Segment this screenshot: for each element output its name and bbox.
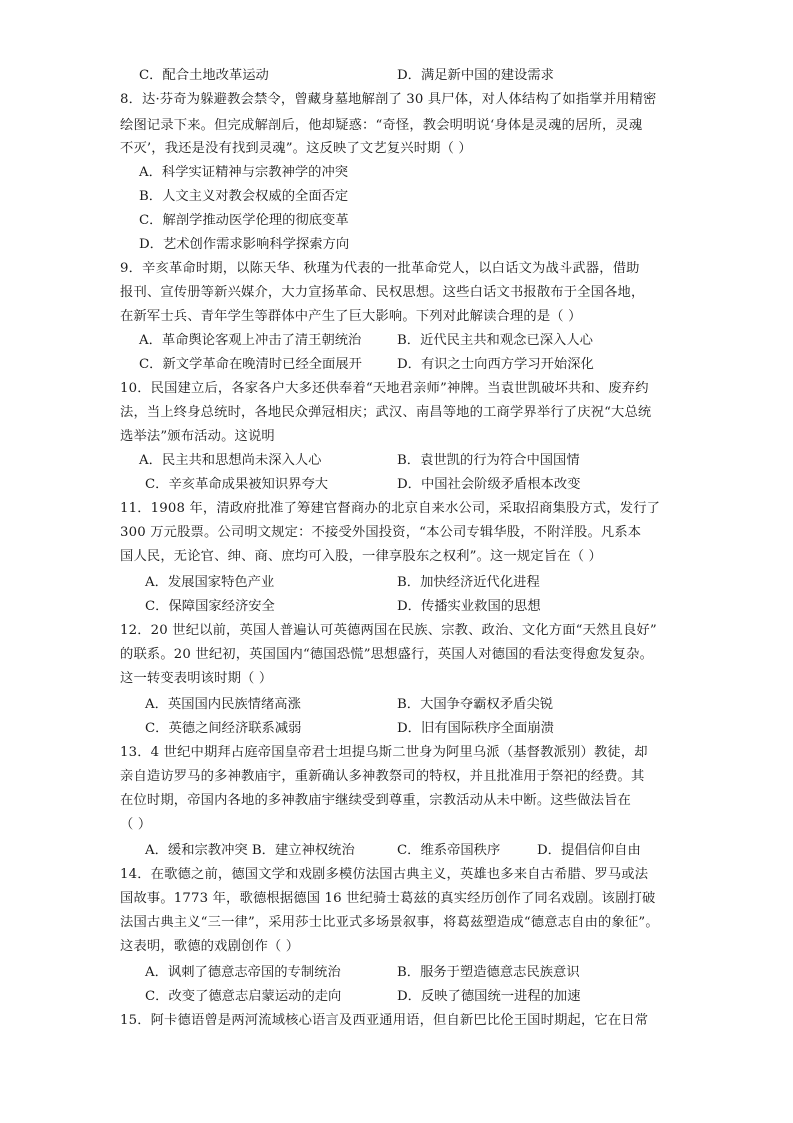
q14-stem-line: 法国古典主义“三一律”，采用莎士比亚式多场景叙事，将葛兹塑造成“德意志自由的象征”。 [120, 915, 659, 930]
q8-option-d: D．艺术创作需求影响科学探索方向 [139, 237, 350, 252]
q9-option-d: D．有识之士向西方学习开始深化 [397, 357, 594, 372]
q13-stem-line: 亲自造访罗马的多神教庙宇，重新确认多神教祭司的特权，并且批准用于祭祀的经费。其 [120, 769, 645, 784]
q10-option-c: C．辛亥革命成果被知识界夸大 [145, 477, 329, 492]
q7-option-d: D．满足新中国的建设需求 [397, 68, 554, 83]
q14-option-b: B．服务于塑造德意志民族意识 [397, 965, 580, 980]
q11-stem-line: 300 万元股票。公司明文规定：不接受外国投资，“本公司专辑华股，不附洋股。凡系本 [120, 525, 642, 540]
q10-option-a: A．民主共和思想尚未深入人心 [139, 453, 322, 468]
q14-stem-line: 国故事。1773 年，歌德根据德国 16 世纪骑士葛兹的真实经历创作了同名戏剧。该剧打破 [120, 891, 656, 906]
q14-option-a: A．讽刺了德意志帝国的专制统治 [145, 965, 341, 980]
q10-stem-line: 法，当上终身总统时，各地民众弹冠相庆；武汉、南昌等地的工商学界举行了庆祝“大总统 [120, 405, 652, 420]
q8-stem-line: 绘图记录下来。但完成解剖后，他却疑惑：“奇怪，教会明明说‘身体是灵魂的居所，灵魂 [120, 118, 643, 133]
q13-option-d: D．提倡信仰自由 [537, 843, 641, 858]
q12-stem-line: 12．20 世纪以前，英国人普遍认可英德两国在民族、宗教、政治、文化方面“天然且良好” [120, 623, 657, 638]
q13-stem-line: （ ） [120, 817, 152, 832]
q11-stem-line: 国人民，无论官、绅、商、庶均可入股，一律享股东之权利”。这一规定旨在（ ） [120, 549, 602, 564]
q12-option-c: C．英德之间经济联系减弱 [145, 721, 302, 736]
q11-option-b: B．加快经济近代化进程 [397, 575, 540, 590]
q8-option-b: B．人文主义对教会权威的全面否定 [139, 189, 349, 204]
q12-stem-line: 这一转变表明该时期（ ） [120, 671, 273, 686]
q8-stem-line: 8．达·芬奇为躲避教会禁令，曾藏身墓地解剖了 30 具尸体，对人体结构了如指掌并用精密 [120, 92, 657, 107]
q14-stem-line: 这表明，歌德的戏剧创作（ ） [120, 939, 300, 954]
q11-stem-line: 11．1908 年，清政府批准了筹建官督商办的北京自来水公司，采取招商集股方式，发行了 [120, 501, 661, 516]
q11-option-c: C．保障国家经济安全 [145, 599, 275, 614]
q8-stem-line: 不灭’，我还是没有找到灵魂”。这反映了文艺复兴时期（ ） [120, 141, 472, 156]
q9-option-c: C．新文学革命在晚清时已经全面展开 [139, 357, 362, 372]
q9-stem-line: 9．辛亥革命时期，以陈天华、秋瑾为代表的一批革命党人，以白话文为战斗武器，借助 [120, 261, 640, 276]
q13-option-c: C．维系帝国秩序 [397, 843, 501, 858]
q14-stem-line: 14．在歌德之前，德国文学和戏剧多模仿法国古典主义，英雄也多来自古希腊、罗马或法 [120, 867, 649, 882]
q12-option-a: A．英国国内民族情绪高涨 [145, 697, 301, 712]
q14-option-d: D．反映了德国统一进程的加速 [397, 989, 581, 1004]
q15-stem-line: 15．阿卡德语曾是两河流域核心语言及西亚通用语，但自新巴比伦王国时期起，它在日常 [120, 1013, 649, 1028]
q9-stem-line: 报刊、宣传册等新兴媒介，大力宣扬革命、民权思想。这些白话文书报散布于全国各地， [120, 285, 645, 300]
q13-stem-line: 在位时期，帝国内各地的多神教庙宇继续受到尊重，宗教活动从未中断。这些做法旨在 [120, 793, 631, 808]
q13-stem-line: 13．4 世纪中期拜占庭帝国皇帝君士坦提乌斯二世身为阿里乌派（基督教派别）教徒，却 [120, 745, 648, 760]
q8-option-c: C．解剖学推动医学伦理的彻底变革 [139, 213, 349, 228]
q9-stem-line: 在新军士兵、青年学生等群体中产生了巨大影响。下列对此解读合理的是（ ） [120, 309, 582, 324]
q14-option-c: C．改变了德意志启蒙运动的走向 [145, 989, 342, 1004]
q10-stem-line: 10．民国建立后，各家各户大多还供奉着“天地君亲师”神牌。当袁世凯破坏共和、废弃约 [120, 381, 649, 396]
q9-option-a: A．革命舆论客观上冲击了清王朝统治 [139, 333, 362, 348]
q10-option-d: D．中国社会阶级矛盾根本改变 [397, 477, 581, 492]
q9-option-b: B．近代民主共和观念已深入人心 [397, 333, 593, 348]
q11-option-a: A．发展国家特色产业 [145, 575, 275, 590]
q12-option-d: D．旧有国际秩序全面崩溃 [397, 721, 554, 736]
q8-option-a: A．科学实证精神与宗教神学的冲突 [139, 165, 349, 180]
q11-option-d: D．传播实业救国的思想 [397, 599, 541, 614]
q10-option-b: B．袁世凯的行为符合中国国情 [397, 453, 580, 468]
q10-stem-line: 选举法”颁布活动。这说明 [120, 429, 275, 444]
q12-stem-line: 的联系。20 世纪初，英国国内“德国恐慌”思想盛行，英国人对德国的看法变得愈发复杂。 [120, 647, 654, 662]
q7-option-c: C．配合土地改革运动 [139, 68, 269, 83]
q12-option-b: B．大国争夺霸权矛盾尖锐 [397, 697, 554, 712]
q13-option-ab: A．缓和宗教冲突 B．建立神权统治 [145, 843, 355, 858]
